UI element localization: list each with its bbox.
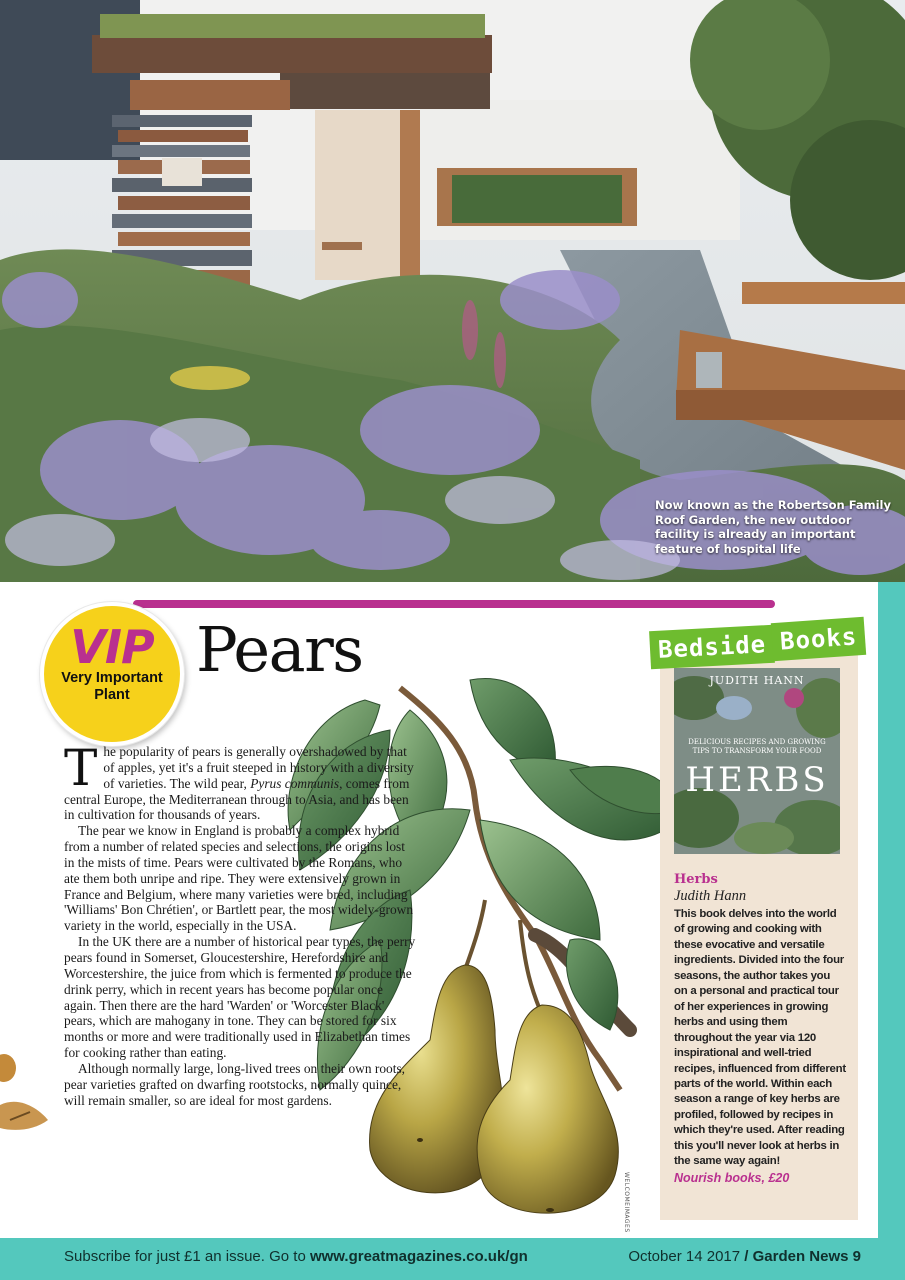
garden-photo bbox=[0, 0, 905, 582]
subscribe-text: Subscribe for just £1 an issue. Go to bbox=[64, 1248, 310, 1265]
magazine-name: Garden News bbox=[752, 1248, 849, 1265]
article-p1-text-a: he popularity of pears is generally overshadowed by that of apples, yet it's a fruit steeped in history with a diversity of varieties. The wild pear, bbox=[103, 744, 414, 791]
drop-cap: T bbox=[64, 739, 98, 797]
vip-badge-subtitle-line2: Plant bbox=[94, 687, 130, 703]
book-price: Nourish books, £20 bbox=[674, 1170, 790, 1185]
vip-badge-title: VIP bbox=[70, 620, 154, 674]
issue-separator: / bbox=[740, 1248, 753, 1265]
latin-name: Pyrus communis bbox=[250, 775, 340, 791]
book-description: This book delves into the world of growing and cooking with these evocative and versatile ingredients. Divided into the four seasons, the author takes you on a personal and practical tour of her experiences in growing herbs and using them throughout the year via 120 inspirational and well-tried recipes, influenced from different parts of the world. Within each season a range of key herbs are profiled, followed by recipes in which they're used. After reading this you'll never look at herbs in the same way again! bbox=[674, 908, 846, 1168]
book-cover-tagline: DELICIOUS RECIPES AND GROWING TIPS TO TRANSFORM YOUR FOOD bbox=[688, 738, 826, 755]
book-title: Herbs bbox=[674, 872, 718, 887]
subscribe-line bbox=[64, 1248, 528, 1265]
article-paragraph-1 bbox=[64, 739, 416, 823]
article-paragraph-4: Although normally large, long-lived trees on their own roots, pear varieties grafted on dwarfing rootstocks, normally quince, will remain smaller, so are ideal for most gardens. bbox=[64, 1060, 406, 1108]
illustration-credit: WELCOMEIMAGES bbox=[623, 1172, 630, 1233]
page-footer bbox=[0, 1238, 905, 1280]
books-label: Books bbox=[771, 617, 867, 661]
roof-garden-photo-illustration bbox=[0, 0, 905, 582]
issue-date: October 14 2017 bbox=[628, 1248, 741, 1265]
book-author: Judith Hann bbox=[674, 888, 747, 904]
book-cover-title: HERBS bbox=[685, 760, 829, 800]
article-p1-text-b: , comes from central Europe, the Mediterranean through to Asia, and has been in cultivation for thousands of years. bbox=[64, 775, 410, 823]
article-paragraph-3: In the UK there are a number of historical pear types, the perry pears found in Somerset, Gloucestershire, Herefordshire and Worcestershire, the juice from which is fermented to produce the drink perry, which in recent years has become popular once again. Then there are the hard 'Warden' or 'Worcester Black' pears, which are mahogany in tone. They can be stored for six months or more and were traditionally used in Elizabethan times for cooking rather than eating. bbox=[64, 934, 416, 1061]
book-cover-author: JUDITH HANN bbox=[709, 674, 805, 687]
book-review bbox=[674, 872, 846, 1185]
left-margin-decoration bbox=[0, 1050, 50, 1140]
book-cover bbox=[674, 668, 840, 854]
vip-badge bbox=[40, 602, 184, 746]
subscribe-link[interactable]: www.greatmagazines.co.uk/gn bbox=[309, 1248, 528, 1265]
photo-caption: Now known as the Robertson Family Roof Garden, the new outdoor facility is already an important feature of hospital life bbox=[655, 498, 891, 556]
issue-info bbox=[628, 1248, 861, 1265]
vip-badge-subtitle-line1: Very Important bbox=[61, 670, 163, 686]
teal-side-frame bbox=[878, 582, 905, 1238]
article-paragraph-2: The pear we know in England is probably a complex hybrid from a number of related species and selections, the origins lost in the mists of time. Pears were cultivated by the Romans, who ate them both unripe and ripe. They were extensively grown in France and Belgium, where many varieties were bred, including 'Williams' Bon Chrétien', or Bartlett pear, the most widely-grown variety in the world, especially in the USA. bbox=[64, 823, 414, 934]
page-number: 9 bbox=[852, 1248, 861, 1265]
article-title: Pears bbox=[196, 613, 363, 686]
bedside-label: Bedside bbox=[649, 625, 775, 669]
article-body bbox=[64, 739, 416, 1108]
header-rule bbox=[133, 600, 775, 608]
